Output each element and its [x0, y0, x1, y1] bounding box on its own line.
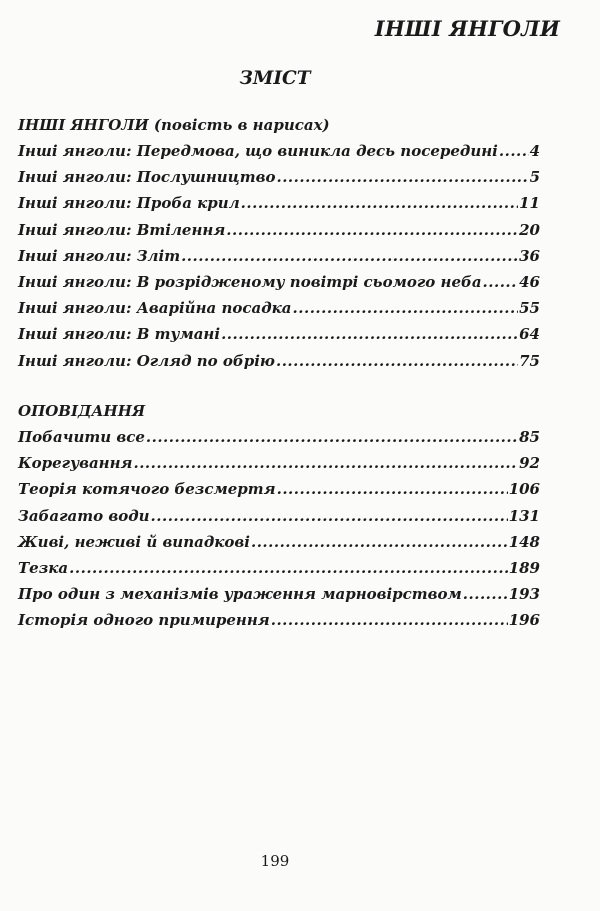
entry-page-number: 196	[508, 611, 540, 630]
entry-title: Інші янголи: Проба крил	[18, 194, 240, 213]
toc-entry[interactable]	[18, 348, 540, 374]
dot-leader	[221, 321, 518, 347]
toc-entry[interactable]	[18, 217, 540, 243]
dot-leader	[463, 581, 508, 607]
toc-section-stories	[18, 398, 540, 634]
entry-page-number: 11	[519, 194, 540, 213]
entry-title: Теорія котячого безсмертя	[18, 480, 276, 499]
entry-page-number: 64	[519, 325, 540, 344]
toc-heading: ЗМІСТ	[239, 68, 311, 89]
entry-title: Інші янголи: Послушництво	[18, 168, 276, 187]
dot-leader	[271, 607, 508, 633]
dot-leader	[277, 476, 508, 502]
entry-title: Інші янголи: Зліт	[18, 246, 181, 265]
toc-entry[interactable]	[18, 295, 540, 321]
dot-leader	[226, 217, 518, 243]
toc-entry[interactable]	[18, 503, 540, 529]
dot-leader	[276, 348, 518, 374]
dot-leader	[483, 269, 519, 295]
entry-page-number: 36	[519, 246, 540, 265]
entry-title: Корегування	[18, 454, 133, 473]
toc-entry[interactable]	[18, 243, 540, 269]
entry-page-number: 106	[508, 480, 540, 499]
entry-title: Живі, неживі й випадкові	[18, 532, 250, 551]
entry-page-number: 46	[519, 272, 540, 291]
dot-leader	[146, 424, 518, 450]
entry-title: Інші янголи: Втілення	[18, 220, 226, 239]
entry-page-number: 75	[519, 351, 540, 370]
entry-page-number: 193	[508, 585, 540, 604]
entry-title: Забагато води	[18, 506, 150, 525]
toc-section-novella	[18, 112, 540, 374]
toc-entry[interactable]	[18, 269, 540, 295]
toc-entry[interactable]	[18, 424, 540, 450]
entry-title: Інші янголи: Огляд по обрію	[18, 351, 275, 370]
dot-leader	[69, 555, 508, 581]
entry-title: Тезка	[18, 558, 69, 577]
dot-leader	[181, 243, 518, 269]
entry-title: Інші янголи: Передмова, що виникла десь посередині	[18, 142, 498, 160]
entry-page-number: 55	[519, 299, 540, 318]
entry-page-number: 148	[508, 532, 540, 551]
section-title: ОПОВІДАННЯ	[18, 402, 146, 420]
entry-page-number: 131	[508, 506, 540, 525]
dot-leader	[241, 190, 518, 216]
toc-entry[interactable]	[18, 450, 540, 476]
entry-page-number: 5	[529, 168, 540, 187]
section-title: ІНШІ ЯНГОЛИ (повість в нарисах)	[18, 116, 330, 134]
entry-page-number: 189	[508, 558, 540, 577]
dot-leader	[151, 503, 508, 529]
entry-title: Про один з механізмів ураження марновірством	[18, 585, 462, 604]
entry-title: Історія одного примирення	[18, 611, 270, 630]
dot-leader	[499, 138, 529, 164]
entry-title: Інші янголи: В розрідженому повітрі сьомого неба	[18, 272, 482, 291]
entry-title: Побачити все	[18, 428, 145, 446]
dot-leader	[133, 450, 518, 476]
toc-entry[interactable]	[18, 607, 540, 633]
dot-leader	[251, 529, 508, 555]
entry-page-number: 92	[519, 454, 540, 473]
toc-entry[interactable]	[18, 529, 540, 555]
toc-entry[interactable]	[18, 476, 540, 502]
toc-entry[interactable]	[18, 321, 540, 347]
toc-entry[interactable]	[18, 190, 540, 216]
entry-page-number: 20	[519, 220, 540, 239]
page-number: 199	[260, 852, 290, 870]
entry-page-number: 4	[529, 142, 540, 160]
dot-leader	[293, 295, 519, 321]
toc-entry[interactable]	[18, 555, 540, 581]
running-head: ІНШІ ЯНГОЛИ	[374, 16, 560, 41]
entry-title: Інші янголи: Аварійна посадка	[18, 299, 292, 318]
entry-page-number: 85	[519, 428, 540, 446]
toc-entry[interactable]	[18, 138, 540, 164]
toc-entry[interactable]	[18, 581, 540, 607]
entry-title: Інші янголи: В тумані	[18, 325, 221, 344]
dot-leader	[276, 164, 528, 190]
toc-entry[interactable]	[18, 164, 540, 190]
